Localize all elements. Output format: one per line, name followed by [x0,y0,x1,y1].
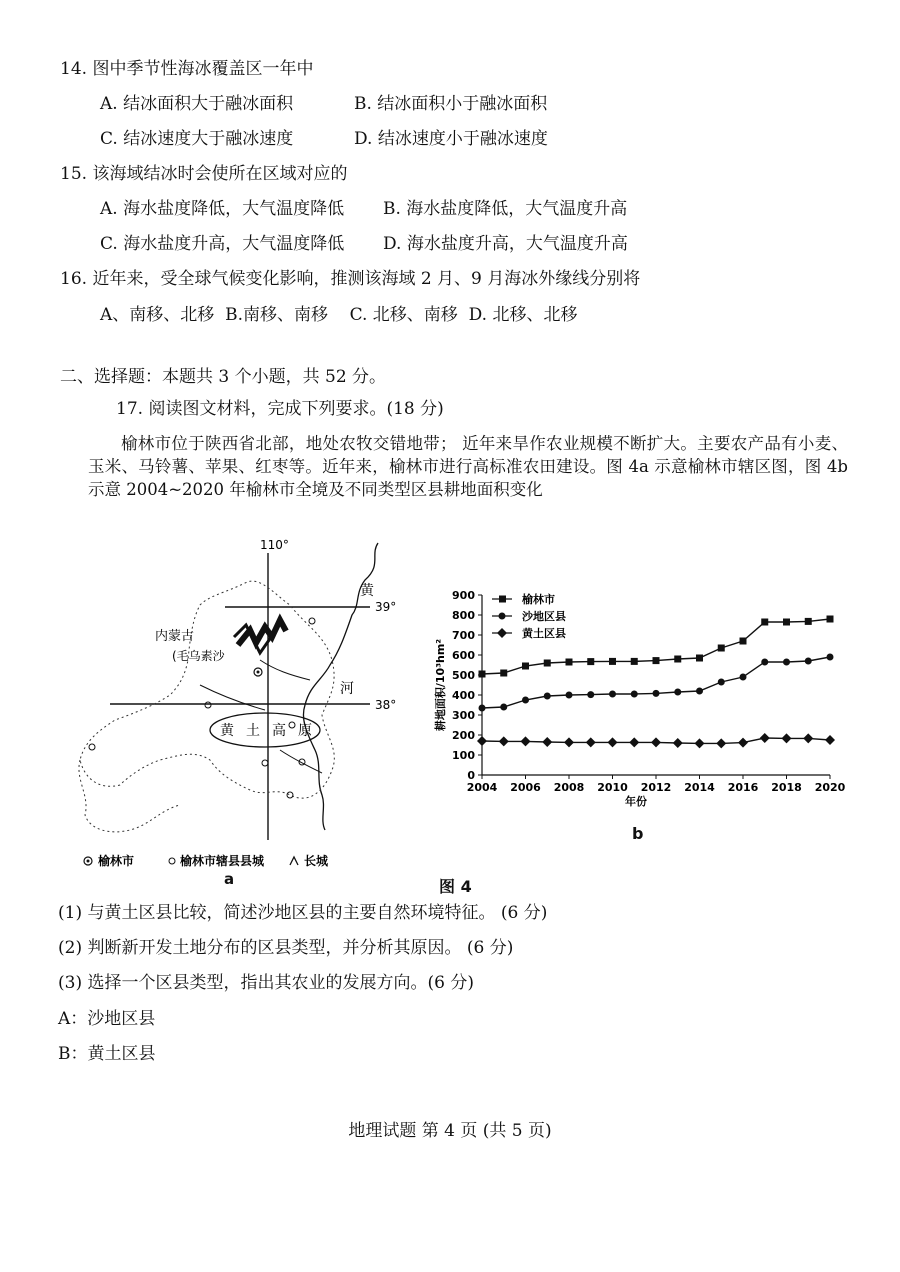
page-footer: 地理试题 第 4 页 (共 5 页) [348,1121,552,1141]
lon-label: 110° [260,538,289,552]
point-square [631,658,638,665]
point-diamond [760,733,770,743]
yulin-city-dot [257,671,260,674]
point-circle [631,691,638,698]
q15-option-b: B. 海水盐度降低，大气温度升高 [383,199,628,219]
lat38-label: 38° [375,698,397,712]
y-tick-label: 300 [452,709,475,722]
q15-option-d: D. 海水盐度升高，大气温度升高 [383,234,628,254]
point-diamond [825,735,835,745]
point-circle [674,689,681,696]
point-square [609,658,616,665]
point-diamond [695,738,705,748]
county-seat-icon [205,702,211,708]
point-circle [696,688,703,695]
county-seat-icon [89,744,95,750]
point-square [566,659,573,666]
point-circle [587,691,594,698]
county-seat-icon [287,792,293,798]
figure-b-label: b [632,824,644,843]
q15-option-c: C. 海水盐度升高，大气温度降低 [100,234,345,254]
point-circle [740,674,747,681]
point-diamond [803,733,813,743]
q14-option-a: A. 结冰面积大于融冰面积 [100,94,294,114]
x-tick-label: 2010 [597,781,628,794]
y-axis-label: 耕地面积/10³hm² [434,638,447,732]
point-circle [783,659,790,666]
point-square [783,619,790,626]
answer-a: A：沙地区县 [58,1009,156,1029]
point-diamond [521,736,531,746]
y-tick-label: 200 [452,729,475,742]
outer-boundary [79,760,180,832]
point-square [674,656,681,663]
q15-stem: 15. 该海域结冰时会使所在区域对应的 [60,164,348,184]
q16-options: A、南移、北移 B.南移、南移 C. 北移、南移 D. 北移、北移 [100,305,578,325]
point-diamond [608,737,618,747]
legend-label: 榆林市 [522,593,555,606]
point-square [740,638,747,645]
point-circle [609,691,616,698]
q14-option-c: C. 结冰速度大于融冰速度 [100,129,294,149]
label-maowusu: (毛乌素沙 [172,649,225,663]
point-diamond [629,737,639,747]
legend-county-label: 榆林市辖县县城 [180,854,265,868]
yulin-boundary [80,581,334,798]
point-circle [566,692,573,699]
q14-option-d: D. 结冰速度小于融冰速度 [354,129,548,149]
legend-wall-label: 长城 [304,854,329,868]
legend-marker [499,596,506,603]
point-square [761,619,768,626]
point-square [653,657,660,664]
point-square [522,663,529,670]
x-tick-label: 2008 [553,781,585,794]
point-diamond [716,738,726,748]
point-diamond [499,736,509,746]
loess-char-1: 黄 [220,723,234,739]
point-diamond [542,737,552,747]
legend-wall-icon [290,857,298,865]
loess-char-2: 土 [246,723,260,739]
point-square [587,658,594,665]
y-tick-label: 500 [452,669,475,682]
label-he: 河 [340,681,354,697]
figure-4a-map [60,535,420,875]
tributary-2 [200,685,265,710]
legend-marker [497,628,507,638]
x-tick-label: 2014 [684,781,715,794]
q17-sub-2: (2) 判断新开发土地分布的区县类型，并分析其原因。 (6 分) [58,938,514,958]
x-tick-label: 2006 [510,781,541,794]
point-circle [544,693,551,700]
legend-yulin-dot [87,860,90,863]
q17-sub-3: (3) 选择一个区县类型，指出其农业的发展方向。(6 分) [58,973,474,993]
y-tick-label: 900 [452,589,475,602]
county-seat-icon [309,618,315,624]
county-seat-icon [262,760,268,766]
figure-4b-chart [430,585,850,845]
y-tick-label: 700 [452,629,475,642]
x-tick-label: 2004 [466,781,498,794]
q14-stem: 14. 图中季节性海冰覆盖区一年中 [60,59,314,79]
point-diamond [738,738,748,748]
x-axis-label: 年份 [625,795,647,808]
q15-option-a: A. 海水盐度降低，大气温度降低 [100,199,345,219]
point-diamond [586,737,596,747]
loess-char-4: 原 [298,723,312,739]
x-tick-label: 2012 [640,781,672,794]
chart-svg [430,585,850,845]
q17-sub-1: (1) 与黄土区县比较，简述沙地区县的主要自然环境特征。 (6 分) [58,903,548,923]
point-circle [761,659,768,666]
section2-heading: 二、选择题：本题共 3 个小题，共 52 分。 [60,367,387,387]
legend-marker [499,613,506,620]
point-circle [522,697,529,704]
label-neimenggu: 内蒙古 [155,629,195,644]
lat39-label: 39° [375,600,397,614]
point-diamond [782,733,792,743]
point-square [718,645,725,652]
x-tick-label: 2018 [771,781,802,794]
point-square [479,671,486,678]
map-svg [60,535,420,875]
q17-material: 榆林市位于陕西省北部，地处农牧交错地带； 近年来旱作农业规模不断扩大。主要农产品有小麦、玉米、马铃薯、苹果、红枣等。近年来，榆林市进行高标准农田建设。图 4a 示意榆林市辖区图，图 4b 示意 2004~2020 年榆林市全境及不同类型区县耕地面积变化 [88,434,848,499]
legend-label: 黄土区县 [522,627,566,640]
point-diamond [673,738,683,748]
point-square [500,670,507,677]
y-tick-label: 100 [452,749,475,762]
q14-option-b: B. 结冰面积小于融冰面积 [354,94,548,114]
point-square [696,655,703,662]
y-tick-label: 400 [452,689,475,702]
point-square [827,616,834,623]
q17-stem: 17. 阅读图文材料，完成下列要求。(18 分) [116,399,444,419]
loess-char-3: 高 [272,723,286,739]
y-tick-label: 0 [467,769,475,782]
point-diamond [564,737,574,747]
answer-b: B：黄土区县 [58,1044,156,1064]
y-tick-label: 600 [452,649,475,662]
point-square [805,618,812,625]
legend-county-icon [169,858,175,864]
point-circle [653,690,660,697]
point-circle [805,658,812,665]
county-seat-icon [289,722,295,728]
point-square [544,660,551,667]
legend-yulin-label: 榆林市 [98,854,135,868]
q16-stem: 16. 近年来，受全球气候变化影响，推测该海域 2 月、9 月海冰外缘线分别将 [60,269,641,289]
point-circle [500,704,507,711]
legend-label: 沙地区县 [522,610,566,623]
y-tick-label: 800 [452,609,475,622]
point-circle [827,654,834,661]
point-circle [718,679,725,686]
label-huang: 黄 [360,583,374,599]
point-diamond [477,736,487,746]
point-diamond [651,737,661,747]
x-tick-label: 2016 [727,781,759,794]
figure-caption: 图 4 [439,877,472,896]
point-circle [479,705,486,712]
figure-a-label: a [224,870,235,888]
x-tick-label: 2020 [814,781,846,794]
